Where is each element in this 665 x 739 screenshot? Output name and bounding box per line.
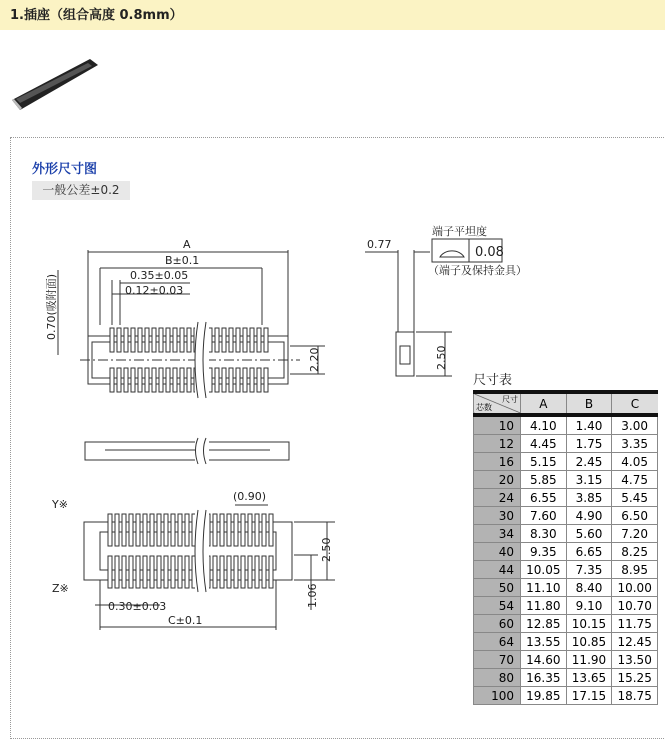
pin — [108, 514, 112, 546]
value-cell: 18.75 — [612, 687, 658, 705]
pin — [255, 556, 259, 588]
pin — [173, 328, 177, 352]
value-cell: 8.25 — [612, 543, 658, 561]
pin — [136, 556, 140, 588]
pin — [145, 368, 149, 392]
pin — [185, 514, 189, 546]
table-row — [474, 687, 658, 705]
pin — [110, 328, 114, 352]
pin — [213, 514, 217, 546]
pin — [215, 368, 219, 392]
pin — [164, 556, 168, 588]
table-row — [474, 669, 658, 687]
pin — [227, 556, 231, 588]
pin — [159, 368, 163, 392]
value-cell: 10.70 — [612, 597, 658, 615]
value-cell: 9.35 — [521, 543, 567, 561]
y-mark: Y※ — [52, 498, 68, 511]
pin-count-cell: 44 — [474, 561, 521, 579]
dim-a-label: A — [183, 238, 191, 251]
value-cell: 13.50 — [612, 651, 658, 669]
value-cell: 8.95 — [612, 561, 658, 579]
value-cell: 6.55 — [521, 489, 567, 507]
pin — [129, 514, 133, 546]
pin-count-cell: 30 — [474, 507, 521, 525]
suction-label: 0.70(吸附面) — [45, 273, 58, 340]
value-cell: 14.60 — [521, 651, 567, 669]
value-cell: 15.25 — [612, 669, 658, 687]
table-row — [474, 543, 658, 561]
dim-090-label: (0.90) — [233, 490, 267, 503]
value-cell: 2.45 — [566, 453, 612, 471]
value-cell: 6.50 — [612, 507, 658, 525]
pin — [108, 556, 112, 588]
pin — [143, 514, 147, 546]
pin — [110, 368, 114, 392]
pin — [124, 368, 128, 392]
pin — [262, 514, 266, 546]
value-cell: 4.90 — [566, 507, 612, 525]
value-cell: 11.90 — [566, 651, 612, 669]
value-cell: 11.75 — [612, 615, 658, 633]
table-row — [474, 561, 658, 579]
pin — [131, 368, 135, 392]
value-cell: 7.60 — [521, 507, 567, 525]
pin — [248, 514, 252, 546]
pin — [173, 368, 177, 392]
height-220-label: 2.20 — [308, 347, 321, 372]
dim-c-label: C±0.1 — [168, 614, 203, 627]
pin — [262, 556, 266, 588]
pin — [264, 328, 268, 352]
value-cell: 17.15 — [566, 687, 612, 705]
value-cell: 6.65 — [566, 543, 612, 561]
value-cell: 3.85 — [566, 489, 612, 507]
pin — [213, 556, 217, 588]
table-row — [474, 471, 658, 489]
pin — [136, 514, 140, 546]
table-row — [474, 453, 658, 471]
pin — [171, 556, 175, 588]
pin — [124, 328, 128, 352]
pin — [257, 328, 261, 352]
pin-count-cell: 16 — [474, 453, 521, 471]
value-cell: 7.20 — [612, 525, 658, 543]
value-cell: 10.05 — [521, 561, 567, 579]
pin — [152, 328, 156, 352]
pin — [152, 368, 156, 392]
value-cell: 16.35 — [521, 669, 567, 687]
pin-count-cell: 12 — [474, 435, 521, 453]
pin — [229, 368, 233, 392]
value-cell: 19.85 — [521, 687, 567, 705]
pin — [250, 368, 254, 392]
section-title: 外形尺寸图 — [32, 162, 98, 177]
pin — [117, 368, 121, 392]
dim-250-label: 2.50 — [320, 537, 333, 562]
value-cell: 12.45 — [612, 633, 658, 651]
table-row — [474, 651, 658, 669]
value-cell: 4.75 — [612, 471, 658, 489]
pin — [241, 556, 245, 588]
pin — [264, 368, 268, 392]
pin — [243, 328, 247, 352]
value-cell: 7.35 — [566, 561, 612, 579]
pin — [150, 556, 154, 588]
pin-width-label: 0.12±0.03 — [125, 284, 184, 297]
value-cell: 10.85 — [566, 633, 612, 651]
value-cell: 3.35 — [612, 435, 658, 453]
value-cell: 1.40 — [566, 415, 612, 435]
pin-count-cell: 34 — [474, 525, 521, 543]
value-cell: 10.15 — [566, 615, 612, 633]
tolerance-note: 一般公差±0.2 — [32, 181, 130, 200]
pin-count-cell: 80 — [474, 669, 521, 687]
value-cell: 13.65 — [566, 669, 612, 687]
value-cell: 5.60 — [566, 525, 612, 543]
pin — [220, 514, 224, 546]
value-cell: 1.75 — [566, 435, 612, 453]
pin — [248, 556, 252, 588]
col-b: B — [566, 392, 612, 415]
pin — [178, 556, 182, 588]
col-c: C — [612, 392, 658, 415]
pin — [115, 556, 119, 588]
pin-count-cell: 20 — [474, 471, 521, 489]
top-view — [58, 250, 325, 400]
pin — [164, 514, 168, 546]
value-cell: 8.30 — [521, 525, 567, 543]
pin — [187, 328, 191, 352]
pin — [220, 556, 224, 588]
side-height-label: 2.50 — [435, 345, 448, 370]
value-cell: 11.10 — [521, 579, 567, 597]
value-cell: 3.15 — [566, 471, 612, 489]
connector-photo — [10, 55, 100, 115]
pin — [138, 368, 142, 392]
pin-count-cell: 60 — [474, 615, 521, 633]
table-row — [474, 507, 658, 525]
pin — [143, 556, 147, 588]
value-cell: 11.80 — [521, 597, 567, 615]
value-cell: 4.45 — [521, 435, 567, 453]
pin-count-cell: 10 — [474, 415, 521, 435]
dimension-table — [473, 390, 658, 705]
table-row — [474, 489, 658, 507]
corner-header — [474, 392, 521, 415]
pin — [159, 328, 163, 352]
table-row — [474, 633, 658, 651]
pin — [117, 328, 121, 352]
pin — [234, 514, 238, 546]
value-cell: 3.00 — [612, 415, 658, 435]
table-title: 尺寸表 — [473, 373, 513, 388]
pin — [269, 514, 273, 546]
pin-count-cell: 64 — [474, 633, 521, 651]
table-row — [474, 435, 658, 453]
pin — [255, 514, 259, 546]
pin — [131, 328, 135, 352]
pin — [222, 368, 226, 392]
pin — [227, 514, 231, 546]
col-a: A — [521, 392, 567, 415]
z-mark: Z※ — [52, 582, 69, 595]
pin — [178, 514, 182, 546]
pin-count-cell: 100 — [474, 687, 521, 705]
pin — [122, 556, 126, 588]
value-cell: 9.10 — [566, 597, 612, 615]
dim-106-label: 1.06 — [306, 583, 319, 608]
pin — [269, 556, 273, 588]
pitch-label: 0.35±0.05 — [130, 269, 189, 282]
corner-top: 尺寸 — [502, 395, 518, 404]
value-cell: 8.40 — [566, 579, 612, 597]
pin — [187, 368, 191, 392]
value-cell: 5.45 — [612, 489, 658, 507]
pin — [138, 328, 142, 352]
flatness-title: 端子平坦度 — [432, 225, 487, 238]
pin — [145, 328, 149, 352]
value-cell: 5.85 — [521, 471, 567, 489]
pin — [157, 556, 161, 588]
pin — [129, 556, 133, 588]
section-header: 1.插座（组合高度 0.8mm） — [0, 0, 665, 30]
pin — [236, 328, 240, 352]
pin — [250, 328, 254, 352]
pin — [257, 368, 261, 392]
pin — [229, 328, 233, 352]
pin — [166, 328, 170, 352]
pin — [122, 514, 126, 546]
pin — [180, 368, 184, 392]
pin — [241, 514, 245, 546]
pin — [215, 328, 219, 352]
pin — [243, 368, 247, 392]
value-cell: 4.10 — [521, 415, 567, 435]
pin — [180, 328, 184, 352]
pad-width-label: 0.30±0.03 — [108, 600, 167, 613]
dim-b-label: B±0.1 — [165, 254, 200, 267]
value-cell: 5.15 — [521, 453, 567, 471]
pin — [222, 328, 226, 352]
pin — [150, 514, 154, 546]
table-row — [474, 525, 658, 543]
pin — [115, 514, 119, 546]
value-cell: 4.05 — [612, 453, 658, 471]
table-row — [474, 415, 658, 435]
front-view — [85, 436, 289, 466]
value-cell: 12.85 — [521, 615, 567, 633]
value-cell: 10.00 — [612, 579, 658, 597]
table-row — [474, 579, 658, 597]
value-cell: 13.55 — [521, 633, 567, 651]
pin-count-cell: 24 — [474, 489, 521, 507]
pin-count-cell: 54 — [474, 597, 521, 615]
pin — [185, 556, 189, 588]
flatness-value: 0.08 — [475, 245, 504, 260]
pin — [171, 514, 175, 546]
pin — [236, 368, 240, 392]
pin — [166, 368, 170, 392]
pin-count-cell: 50 — [474, 579, 521, 597]
pin-count-cell: 40 — [474, 543, 521, 561]
pin-count-cell: 70 — [474, 651, 521, 669]
side-width-label: 0.77 — [367, 238, 392, 251]
corner-bottom: 芯数 — [476, 403, 492, 412]
pin — [234, 556, 238, 588]
table-row — [474, 615, 658, 633]
table-row — [474, 597, 658, 615]
flatness-note: （端子及保持金具） — [428, 264, 527, 277]
pin — [157, 514, 161, 546]
